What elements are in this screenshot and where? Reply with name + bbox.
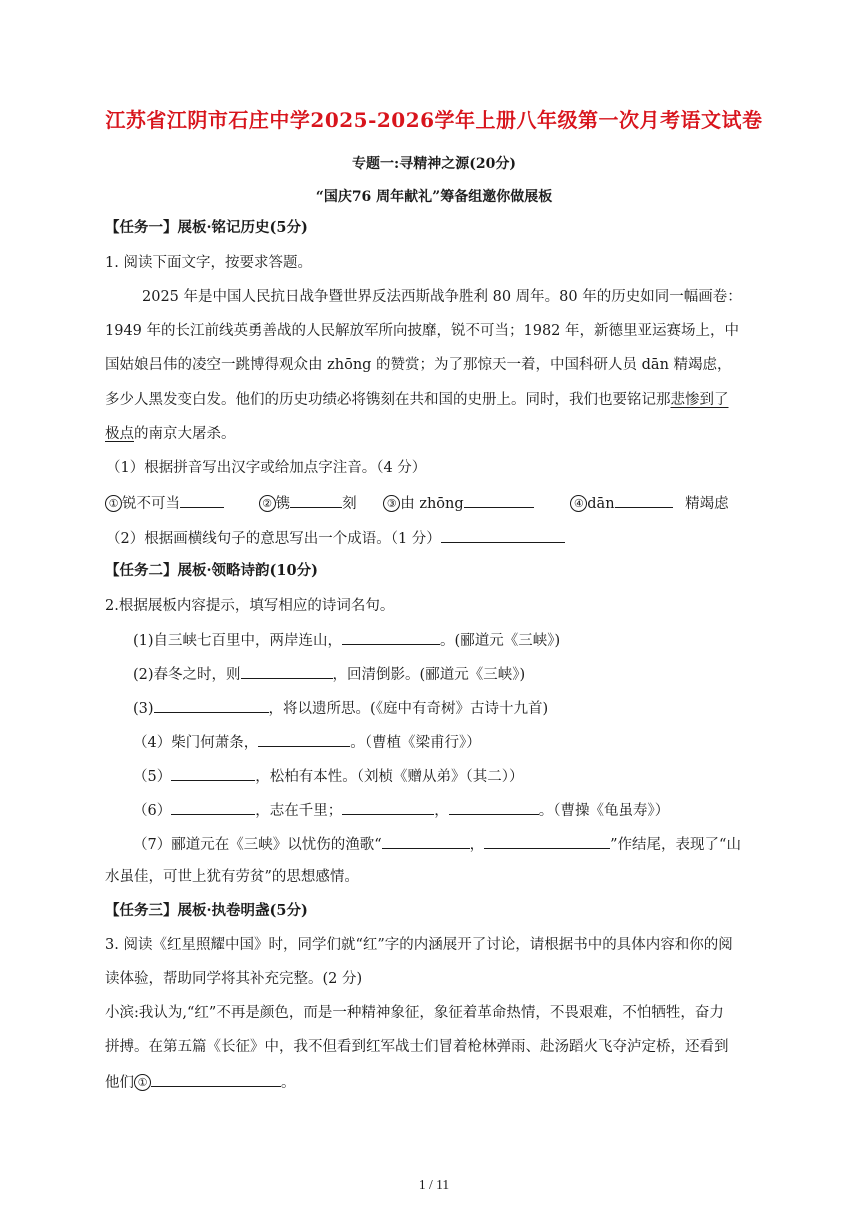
poem-line-2-text: (2)春冬之时，则 [133, 667, 241, 683]
poem-line-1-source: 。(郦道元《三峡》) [440, 633, 561, 649]
q3-line-1: 3. 阅读《红星照耀中国》时，同学们就“红”字的内涵展开了讨论，请根据书中的具体内容和你的阅 [105, 937, 733, 953]
q1-sub2 [106, 527, 565, 549]
option-2-text-b: 刻 [342, 496, 357, 512]
option-4-text-a: dān [587, 496, 615, 512]
q1-passage-text: 多少人黑发变白发。他们的历史功绩必将镌刻在共和国的史册上。同时，我们也要铭记那 [105, 392, 671, 408]
option-3-number: ③ [383, 495, 400, 512]
q2-intro: 2.根据展板内容提示，填写相应的诗词名句。 [105, 598, 395, 614]
poem-line-3-source: ，将以遗所思。(《庭中有奇树》古诗十九首) [268, 701, 549, 717]
option-1-number: ① [105, 495, 122, 512]
option-3-blank[interactable] [464, 492, 534, 508]
poem-line-6 [133, 799, 669, 821]
task2-heading: 【任务二】展板·领略诗韵(10分) [105, 562, 318, 579]
option-2-text-a: 镌 [275, 496, 291, 512]
poem-line-2-blank[interactable] [241, 663, 333, 679]
q1-passage-line-2: 1949 年的长江前线英勇善战的人民解放军所向披靡，锐不可当；1982 年，新德里亚运赛场上，中 [105, 323, 740, 339]
q1-passage-text-end: 的南京大屠杀。 [134, 426, 236, 442]
poem-line-6-source: 。（曹操《龟虽寿》） [538, 803, 670, 819]
exam-title: 江苏省江阴市石庄中学2025-2026学年上册八年级第一次月考语文试卷 [105, 108, 763, 132]
poem-line-4-source: 。（曹植《梁甫行》） [350, 735, 481, 751]
poem-line-4-text: （4）柴门何萧条， [133, 735, 259, 751]
poem-line-4 [133, 731, 481, 753]
poem-line-3-blank[interactable] [154, 697, 269, 713]
q3-line-3: 小滨:我认为,“红”不再是颜色，而是一种精神象征，象征着革命热情，不畏艰难，不怕牺牲，奋力 [105, 1005, 724, 1021]
option-2-number: ② [259, 495, 276, 512]
q1-sub1: （1）根据拼音写出汉字或给加点字注音。（4 分） [106, 460, 427, 476]
task1-heading: 【任务一】展板·铭记历史(5分) [105, 219, 308, 236]
poem-line-6-blank-2[interactable] [342, 799, 434, 815]
q3-line-5 [105, 1071, 296, 1093]
underlined-phrase-end: 极点 [105, 426, 134, 442]
q1-sub2-text: （2）根据画横线句子的意思写出一个成语。（1 分） [106, 531, 441, 547]
poem-line-5-blank[interactable] [171, 765, 255, 781]
q3-line-4: 拼搏。在第五篇《长征》中，我不但看到红军战士们冒着枪林弹雨、赴汤蹈火飞夺泸定桥，还看到 [105, 1039, 729, 1055]
poem-line-7-text-c: ”作结尾，表现了“山 [610, 837, 741, 853]
topic-heading: 专题一:寻精神之源(20分) [352, 156, 516, 172]
poem-line-6-text-b: ，志在千里； [255, 803, 343, 819]
underlined-phrase: 悲惨到了 [670, 392, 729, 408]
poem-line-5-source: ，松柏有本性。（刘桢《赠从弟》（其二）） [255, 769, 524, 785]
q1-sub2-blank[interactable] [441, 527, 565, 543]
poem-line-7-comma: ， [469, 837, 485, 853]
poem-line-7-cont: 水虽佳，可世上犹有劳贫”的思想感情。 [105, 869, 359, 885]
q1-passage-line-4 [105, 390, 729, 410]
q3-answer-number: ① [134, 1074, 151, 1091]
poem-line-7-blank-2[interactable] [484, 833, 610, 849]
task3-heading: 【任务三】展板·执卷明盏(5分) [105, 902, 308, 919]
q3-answer-blank[interactable] [151, 1071, 281, 1087]
poem-line-6-comma: ， [434, 803, 449, 819]
poem-line-1-blank[interactable] [342, 629, 440, 645]
option-4-number: ④ [570, 495, 587, 512]
option-4-blank[interactable] [615, 492, 673, 508]
poem-line-7-text: （7）郦道元在《三峡》以忧伤的渔歌“ [133, 837, 382, 853]
option-4-text-b: 精竭虑 [685, 496, 729, 512]
poem-line-7-blank-1[interactable] [382, 833, 470, 849]
poem-line-1 [133, 629, 560, 651]
q1-passage-line-3: 国姑娘吕伟的凌空一跳博得观众由 zhōng 的赞赏；为了那惊天一着，中国科研人员 dān 精竭虑， [105, 357, 732, 373]
poem-line-7 [133, 833, 741, 855]
q1-intro: 1. 阅读下面文字，按要求答题。 [105, 255, 312, 271]
poem-line-2 [133, 663, 525, 685]
poem-line-6-blank-3[interactable] [449, 799, 539, 815]
poem-line-2-source: ，回清倒影。(郦道元《三峡》) [332, 667, 526, 683]
option-3-text: 由 zhōng [400, 496, 464, 512]
option-1-blank[interactable] [180, 492, 224, 508]
q1-passage-line-5 [105, 424, 236, 444]
q3-line-5-end: 。 [281, 1075, 296, 1091]
poem-line-6-blank-1[interactable] [171, 799, 255, 815]
poem-line-3-text: (3) [133, 701, 154, 717]
poem-line-4-blank[interactable] [258, 731, 350, 747]
q3-line-5-text: 他们 [105, 1075, 134, 1091]
page-number: 1 / 11 [418, 1177, 450, 1192]
option-1-text: 锐不可当 [122, 496, 180, 512]
option-2-blank[interactable] [290, 492, 342, 508]
q1-passage-line-1: 2025 年是中国人民抗日战争暨世界反法西斯战争胜利 80 周年。80 年的历史如同一幅画卷： [142, 289, 742, 305]
poem-line-5 [133, 765, 523, 787]
poem-line-1-text: (1)自三峡七百里中，两岸连山， [133, 633, 343, 649]
q1-options [105, 492, 729, 514]
q3-line-2: 读体验，帮助同学将其补充完整。(2 分) [105, 971, 363, 987]
poem-line-6-text: （6） [133, 803, 172, 819]
topic-subtitle: “国庆76 周年献礼”筹备组邀你做展板 [315, 189, 553, 205]
poem-line-5-text: （5） [133, 769, 172, 785]
poem-line-3 [133, 697, 548, 719]
